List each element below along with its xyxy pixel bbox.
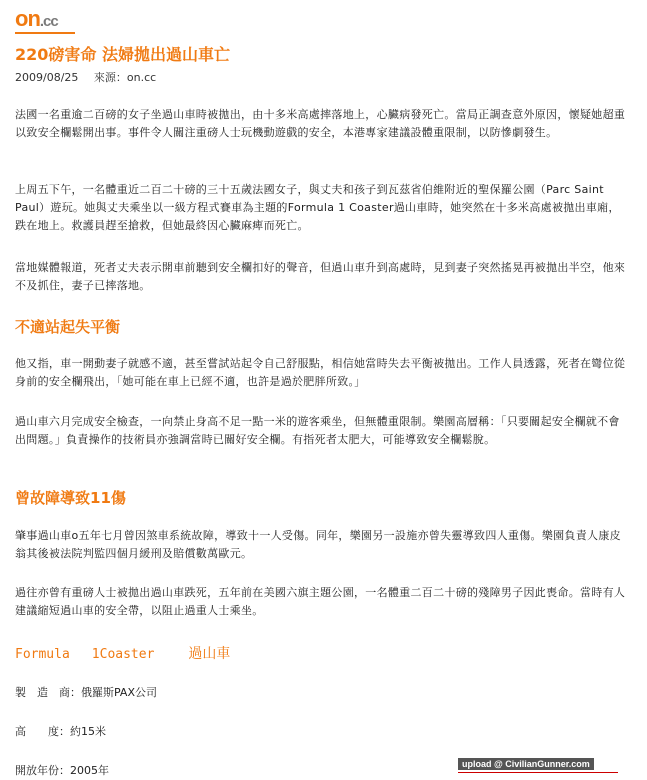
site-logo[interactable] [15, 6, 58, 32]
logo-main: on [15, 6, 40, 31]
logo-suffix: .cc [39, 13, 58, 30]
article-title: 220磅害命 法婦拋出過山車亡 [15, 45, 230, 64]
paragraph-7: 過往亦曾有重磅人士被拋出過山車跌死，五年前在美國六旗主題公園，一名體重二百二十磅的殘障男子因此喪命。當時有人建議縮短過山車的安全帶，以阻止過重人士乘坐。 [15, 586, 626, 617]
logo-underline [15, 32, 75, 34]
spec-heading-en2: 1Coaster [91, 647, 155, 662]
section-heading-1: 不適站起失平衡 [15, 318, 121, 336]
spec-heading-en1: Formula [15, 647, 70, 662]
spec-row-height: 高 度：約15米 [15, 725, 106, 738]
watermark-underline [458, 772, 618, 773]
article-date: 2009/08/25 [15, 71, 79, 84]
upload-watermark: upload @ CivilianGunner.com [458, 758, 594, 770]
section-heading-2: 曾故障導致11傷 [15, 489, 126, 507]
paragraph-3: 當地媒體報道，死者丈夫表示開車前聽到安全欄扣好的聲音，但過山車升到高處時，見到妻子突然搖晃再被拋出半空，他來不及抓住，妻子已摔落地。 [15, 261, 626, 292]
spec-heading [15, 643, 230, 663]
paragraph-1: 法國一名重逾二百磅的女子坐過山車時被拋出，由十多米高處摔落地上，心臟病發死亡。當局正調查意外原因，懷疑她超重以致安全欄鬆開出事。事件令人關注重磅人士玩機動遊戲的安全，本港專家建議設體重限制，以防慘劇發生。 [15, 108, 626, 139]
paragraph-6: 肇事過山車o五年七月曾因煞車系統故障，導致十一人受傷。同年，樂園另一設施亦曾失靈導致四人重傷。樂園負責人康皮翁其後被法院判監四個月緩刑及賠償數萬歐元。 [15, 529, 621, 560]
spec-heading-cn: 過山車 [188, 646, 231, 662]
article-source: 來源：on.cc [93, 71, 157, 84]
spec-row-year: 開放年份：2005年 [15, 764, 109, 777]
paragraph-5: 過山車六月完成安全檢查，一向禁止身高不足一點一米的遊客乘坐，但無體重限制。樂園高層稱：「只要關起安全欄就不會出問題。」負責操作的技術員亦強調當時已關好安全欄。有指死者太肥大，可能導致安全欄鬆脫。 [15, 415, 620, 446]
article-meta [15, 69, 168, 85]
paragraph-2: 上周五下午，一名體重近二百二十磅的三十五歲法國女子，與丈夫和孩子到瓦茲省伯維附近的聖保羅公園（Parc Saint Paul）遊玩。她與丈夫乘坐以一級方程式賽車為主題的Formula 1 Coaster過山車時，她突然在十多米高處被拋出車廂，跌在地上。救護員趕至搶救，但她最終因心臟麻痺而死亡。 [15, 183, 620, 232]
spec-row-manufacturer: 製 造 商：俄羅斯PAX公司 [15, 686, 157, 699]
paragraph-4: 他又指，車一開動妻子就感不適，甚至嘗試站起令自己舒服點，相信她當時失去平衡被拋出。工作人員透露，死者在彎位從身前的安全欄飛出，「她可能在車上已經不適，也許是過於肥胖所致。」 [15, 357, 626, 388]
